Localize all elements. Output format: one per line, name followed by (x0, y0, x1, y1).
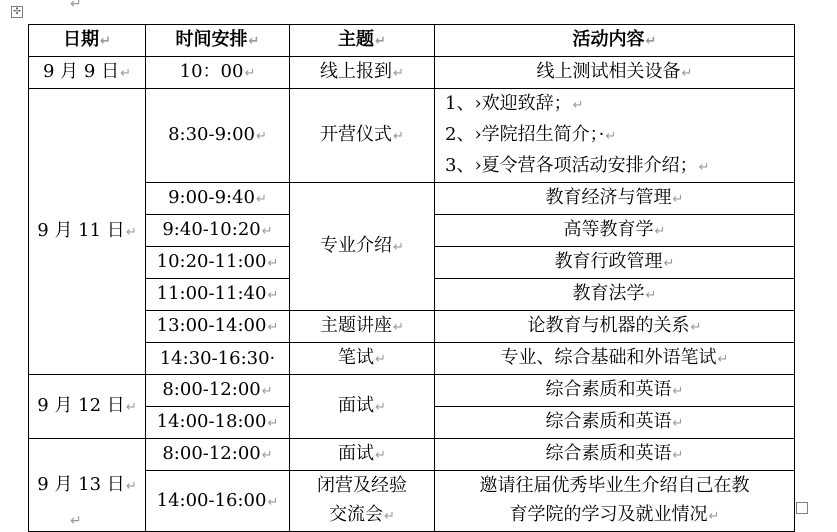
time-cell[interactable]: 14:00-16:00↵ (146, 471, 290, 532)
date-cell[interactable]: 9 月 13 日↵ (29, 439, 146, 532)
paragraph-mark-icon: ↵ (645, 288, 657, 303)
topic-line: 交流会↵ (329, 504, 395, 525)
content-line: 1、›欢迎致辞；↵ (445, 93, 584, 114)
header-date[interactable]: 日期↵ (29, 25, 146, 57)
paragraph-mark-icon: ↵ (393, 129, 404, 144)
topic-cell[interactable]: 专业介绍↵ (290, 183, 435, 311)
paragraph-mark-icon: ↵ (256, 192, 267, 207)
paragraph-mark-icon: ↵ (125, 478, 137, 494)
paragraph-mark-icon: ↵ (375, 34, 386, 49)
topic-cell[interactable]: 主题讲座↵ (290, 311, 435, 343)
paragraph-mark-icon: ↵ (393, 320, 404, 335)
paragraph-mark-icon: ↵ (681, 66, 693, 81)
paragraph-mark-icon: ↵ (393, 66, 404, 81)
topic-cell[interactable]: 面试↵ (290, 375, 435, 439)
content-cell[interactable]: 线上测试相关设备↵ (435, 57, 795, 89)
date-cell[interactable]: 9 月 9 日↵ (29, 57, 146, 89)
paragraph-mark-icon: ↵ (248, 34, 260, 49)
paragraph-mark-icon: ↵ (125, 400, 137, 415)
content-line: 邀请往届优秀毕业生介绍自己在教 (479, 475, 750, 496)
paragraph-mark-icon: ↵ (70, 513, 82, 529)
date-cell[interactable]: 9 月 12 日↵ (29, 375, 146, 439)
content-cell[interactable]: 教育经济与管理↵ (435, 183, 795, 215)
paragraph-mark-icon: ↵ (672, 192, 684, 207)
topic-cell[interactable]: 线上报到↵ (290, 57, 435, 89)
paragraph-mark-icon: ↵ (261, 448, 273, 463)
table-move-handle-icon[interactable]: ✣ (11, 6, 23, 18)
paragraph-mark-icon: ↵ (267, 288, 279, 303)
header-content[interactable]: 活动内容↵ (435, 25, 795, 57)
paragraph-mark-icon: ↵ (672, 448, 684, 463)
table-resize-handle[interactable] (796, 502, 808, 514)
paragraph-mark-icon: ↵ (267, 494, 279, 510)
content-line: 育学院的学习及就业情况↵ (509, 504, 720, 525)
content-cell[interactable]: 教育法学↵ (435, 279, 795, 311)
content-cell[interactable]: 专业、综合基础和外语笔试↵ (435, 343, 795, 375)
time-cell[interactable]: 9:40-10:20↵ (146, 215, 290, 247)
time-cell[interactable]: 9:00-9:40↵ (146, 183, 290, 215)
content-cell[interactable]: 综合素质和英语↵ (435, 375, 795, 407)
paragraph-mark-icon: ↵ (645, 34, 657, 49)
topic-cell[interactable]: 面试↵ (290, 439, 435, 471)
content-cell[interactable]: 高等教育学↵ (435, 215, 795, 247)
paragraph-mark-icon: ↵ (605, 129, 617, 144)
paragraph-mark-icon: ↵ (672, 384, 684, 399)
table-row (29, 89, 795, 183)
paragraph-mark-icon: ↵ (393, 240, 404, 255)
paragraph-mark-icon: ↵ (375, 352, 386, 367)
content-cell[interactable]: 综合素质和英语↵ (435, 407, 795, 439)
table-row (29, 375, 795, 407)
paragraph-mark-icon: ↵ (100, 34, 111, 49)
schedule-table (28, 24, 795, 532)
topic-cell[interactable]: 笔试↵ (290, 343, 435, 375)
content-line: 3、›夏令营各项活动安排介绍；↵ (445, 155, 710, 176)
paragraph-mark-icon: ↵ (672, 416, 684, 431)
header-topic[interactable]: 主题↵ (290, 25, 435, 57)
content-cell[interactable]: 教育行政管理↵ (435, 247, 795, 279)
time-cell[interactable]: 14:30-16:30· (146, 343, 290, 375)
content-line: 2、›学院招生简介；·↵ (445, 124, 617, 145)
time-cell[interactable]: 10:20-11:00↵ (146, 247, 290, 279)
topic-line: 闭营及经验 (317, 475, 407, 496)
header-time[interactable]: 时间安排↵ (146, 25, 290, 57)
paragraph-mark-icon: ↵ (244, 66, 256, 81)
paragraph-mark-icon: ↵ (698, 160, 710, 175)
paragraph-mark-icon: ↵ (120, 66, 131, 81)
table-row (29, 57, 795, 89)
time-cell[interactable]: 14:00-18:00↵ (146, 407, 290, 439)
paragraph-mark-icon: ↵ (663, 256, 675, 271)
paragraph-mark-icon: ↵ (384, 509, 395, 524)
paragraph-mark-icon: ↵ (572, 98, 584, 113)
topic-cell[interactable]: 开营仪式↵ (290, 89, 435, 183)
time-cell[interactable]: 8:00-12:00↵ (146, 439, 290, 471)
time-cell[interactable]: 8:00-12:00↵ (146, 375, 290, 407)
paragraph-mark-icon: ↵ (267, 416, 279, 431)
header-row (29, 25, 795, 57)
time-cell[interactable]: 8:30-9:00↵ (146, 89, 290, 183)
date-cell[interactable]: 9 月 11 日↵ (29, 89, 146, 375)
paragraph-mark-icon: ↵ (717, 352, 729, 367)
time-cell[interactable]: 11:00-11:40↵ (146, 279, 290, 311)
paragraph-mark-icon: ↵ (708, 509, 720, 524)
content-cell[interactable] (435, 471, 795, 532)
time-cell[interactable]: 10：00↵ (146, 57, 290, 89)
content-cell[interactable]: 综合素质和英语↵ (435, 439, 795, 471)
topic-cell[interactable] (290, 471, 435, 532)
paragraph-mark-icon: ↵ (654, 224, 666, 239)
paragraph-mark-icon: ↵ (690, 320, 702, 335)
content-cell[interactable] (435, 89, 795, 183)
paragraph-mark-icon: ↵ (256, 129, 267, 144)
paragraph-mark-icon: ↵ (70, 0, 82, 12)
paragraph-mark-icon: ↵ (125, 225, 137, 240)
paragraph-mark-icon: ↵ (267, 320, 279, 335)
time-cell[interactable]: 13:00-14:00↵ (146, 311, 290, 343)
content-cell[interactable]: 论教育与机器的关系↵ (435, 311, 795, 343)
paragraph-mark-icon: ↵ (375, 400, 386, 415)
paragraph-mark-icon: ↵ (267, 256, 279, 271)
paragraph-mark-icon: ↵ (261, 384, 273, 399)
paragraph-mark-icon: ↵ (375, 448, 386, 463)
paragraph-mark-icon: ↵ (261, 224, 273, 239)
table-row (29, 439, 795, 471)
